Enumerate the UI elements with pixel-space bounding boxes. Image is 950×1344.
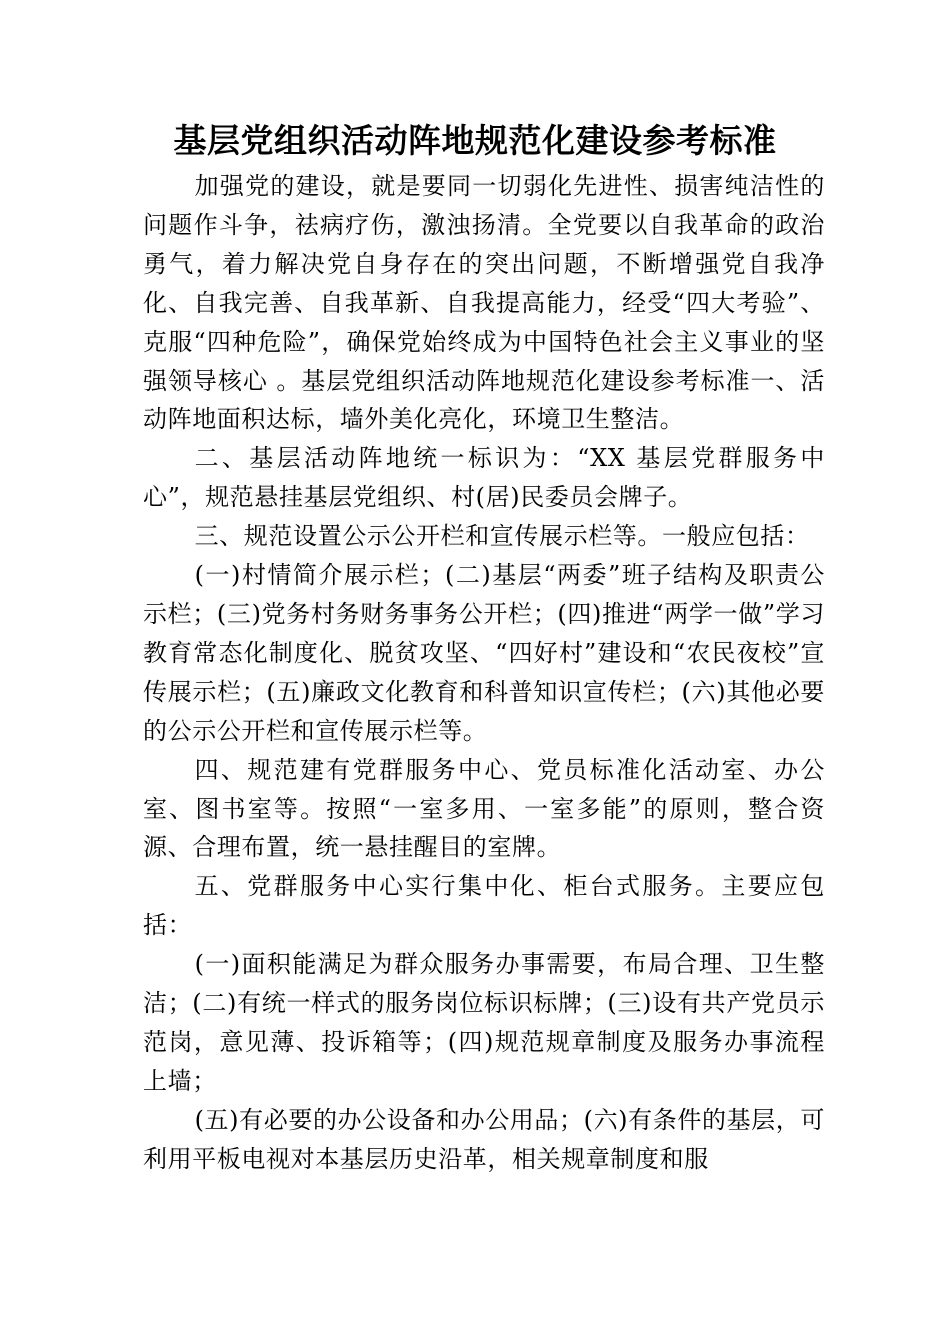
paragraph-item-3: 三、规范设置公示公开栏和宣传展示栏等。一般应包括：: [194, 522, 810, 551]
paragraph-intro: 加强党的建设，就是要同一切弱化先进性、损害纯洁性的问题作斗争，祛病疗伤，激浊扬清。全党要以自我革命的政治勇气，着力解决党自身存在的突出问题，不断增强党自我净化、自我完善、自我革新、自我提高能力，经受“四大考验”、克服“四种危险”，确保党始终成为中国特色社会主义事业的坚强领导核心 。基层党组织活动阵地规范化建设参考标准一、活动阵地面积达标，墙外美化亮化，环境卫生整洁。: [143, 172, 825, 434]
paragraph-item-5-list: (一)面积能满足为群众服务办事需要，布局合理、卫生整洁；(二)有统一样式的服务岗位标识标牌；(三)设有共产党员示范岗，意见薄、投诉箱等；(四)规范规章制度及服务办事流程上墙；: [143, 950, 825, 1095]
document-title: 基层党组织活动阵地规范化建设参考标准: [173, 121, 777, 160]
paragraph-item-5-list-continued: (五)有必要的办公设备和办公用品；(六)有条件的基层，可利用平板电视对本基层历史沿革，相关规章制度和服: [143, 1105, 825, 1173]
paragraph-item-4: 四、规范建有党群服务中心、党员标准化活动室、办公室、图书室等。按照“一室多用、一室多能”的原则，整合资源、合理布置，统一悬挂醒目的室牌。: [143, 755, 825, 862]
paragraph-item-2: 二、基层活动阵地统一标识为：“XX 基层党群服务中心”，规范悬挂基层党组织、村(居)民委员会牌子。: [143, 444, 825, 512]
paragraph-item-5: 五、党群服务中心实行集中化、柜台式服务。主要应包括：: [143, 872, 825, 940]
document-body: [143, 167, 825, 1179]
paragraph-item-3-list: (一)村情简介展示栏；(二)基层“两委”班子结构及职责公示栏；(三)党务村务财务事务公开栏；(四)推进“两学一做”学习教育常态化制度化、脱贫攻坚、“四好村”建设和“农民夜校”宣传展示栏；(五)廉政文化教育和科普知识宣传栏；(六)其他必要的公示公开栏和宣传展示栏等。: [143, 561, 825, 745]
